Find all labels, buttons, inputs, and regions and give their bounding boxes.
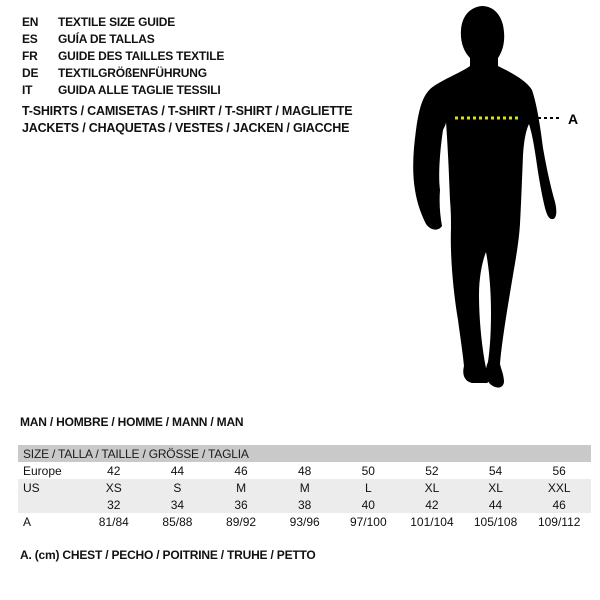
size-cell: 50 [361, 463, 375, 478]
size-cell: 56 [552, 463, 566, 478]
table-row [18, 496, 591, 513]
size-cell: M [273, 479, 337, 496]
size-cell: 40 [337, 496, 401, 513]
size-cell: 36 [209, 496, 273, 513]
size-cell: S [146, 479, 210, 496]
category-line-jackets: JACKETS / CHAQUETAS / VESTES / JACKEN / GIACCHE [22, 121, 350, 135]
size-cell: 54 [488, 463, 503, 478]
table-row [18, 479, 591, 496]
language-label: GUÍA DE TALLAS [58, 31, 155, 46]
language-row [22, 47, 224, 64]
language-row [22, 64, 224, 81]
table-header-row [18, 445, 591, 462]
measurement-label-a: A [568, 111, 579, 127]
size-cell: 105/108 [473, 514, 518, 529]
language-code: FR [22, 48, 38, 63]
table-row [18, 513, 591, 530]
size-table [18, 445, 591, 530]
language-label: TEXTILGRÖßENFÜHRUNG [58, 65, 207, 80]
size-cell: 101/104 [410, 514, 454, 529]
size-cell: 46 [234, 463, 248, 478]
row-label: Europe [23, 463, 62, 478]
size-cell: 81/84 [98, 514, 129, 529]
size-cell: M [209, 479, 273, 496]
language-code: EN [22, 14, 39, 29]
size-cell: 32 [82, 496, 146, 513]
size-cell: 44 [170, 463, 185, 478]
male-silhouette-svg [390, 0, 590, 400]
size-cell: XS [82, 479, 146, 496]
size-cell: XL [400, 479, 464, 496]
measurement-footnote: A. (cm) CHEST / PECHO / POITRINE / TRUHE / PETTO [20, 548, 316, 562]
language-code: ES [22, 31, 38, 46]
row-label: US [18, 479, 82, 496]
language-label: TEXTILE SIZE GUIDE [58, 14, 176, 29]
size-cell: 89/92 [226, 514, 257, 529]
language-row [22, 13, 224, 30]
size-cell: 42 [400, 496, 464, 513]
size-cell: 38 [273, 496, 337, 513]
language-row [22, 30, 224, 47]
size-cell: XXL [527, 479, 591, 496]
size-cell: 34 [146, 496, 210, 513]
language-label: GUIDA ALLE TAGLIE TESSILI [58, 82, 221, 97]
row-label [18, 496, 82, 513]
size-cell: 93/96 [289, 514, 320, 529]
category-block [22, 103, 352, 137]
size-cell: 48 [298, 463, 312, 478]
section-title-man: MAN / HOMBRE / HOMME / MANN / MAN [20, 415, 244, 429]
language-code: DE [22, 65, 39, 80]
male-silhouette-figure [390, 0, 590, 400]
language-row [22, 81, 224, 98]
size-cell: 46 [527, 496, 591, 513]
size-cell: 44 [464, 496, 528, 513]
language-list [22, 13, 224, 98]
man-silhouette [413, 6, 556, 388]
size-cell: 85/88 [162, 514, 193, 529]
category-line-tshirts: T-SHIRTS / CAMISETAS / T-SHIRT / T-SHIRT / MAGLIETTE [22, 104, 353, 118]
size-cell: 97/100 [349, 514, 387, 529]
size-cell: L [337, 479, 401, 496]
table-row [18, 462, 591, 479]
language-code: IT [22, 82, 33, 97]
row-label: A [23, 514, 32, 529]
table-header-label: SIZE / TALLA / TAILLE / GRÖSSE / TAGLIA [18, 445, 591, 462]
size-cell: 52 [425, 463, 439, 478]
size-cell: 42 [107, 463, 121, 478]
language-label: GUIDE DES TAILLES TEXTILE [58, 48, 225, 63]
size-cell: 109/112 [537, 514, 581, 529]
size-cell: XL [464, 479, 528, 496]
